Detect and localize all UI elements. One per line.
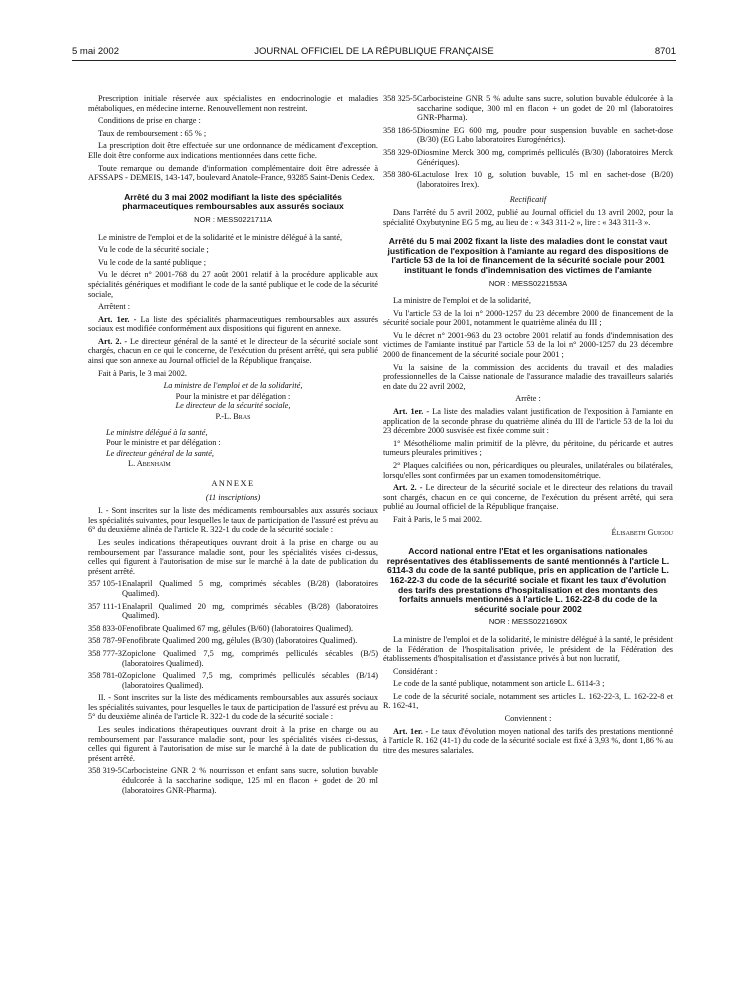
header-rule <box>72 60 676 61</box>
paragraph: Conditions de prise en charge : <box>98 116 201 126</box>
signature-line: Le directeur général de la santé, <box>106 448 214 458</box>
conviennent-label: Conviennent : <box>504 714 552 724</box>
list-item <box>88 649 378 668</box>
entry-code: 358 787-9 <box>88 636 122 646</box>
signature-line: La ministre de l'emploi et de la solidarité, <box>163 381 303 391</box>
entry-description: Diosmine EG 600 mg, poudre pour suspension buvable en sachet-dose (B/30) (EG Labo laboratoires Eurogénérics). <box>417 125 673 145</box>
article-1 <box>88 315 378 334</box>
arrete-label: Arrête : <box>515 394 541 404</box>
paragraph: Les seules indications thérapeutiques ouvrant droit à la prise en charge ou au remboursement par l'assurance maladie sont, pour les spécialités visées ci-dessus, celles qui figurent à l'autorisation de mise sur le marché à la date de publication du présent arrêté. <box>88 537 378 576</box>
left-column <box>88 94 378 798</box>
entries-list-continued <box>383 94 673 189</box>
paragraph: Dans l'arrêté du 5 avril 2002, publié au Journal officiel du 13 avril 2002, pour la spécialité Oxybutynine EG 5 mg, au lieu de : « 343 311-2 », lire : « 343 311-3 ». <box>383 207 673 227</box>
entry-description: Enalapril Qualimed 20 mg, comprimés sécables (B/28) (laboratoires Qualimed). <box>122 601 378 621</box>
page-header <box>72 46 676 60</box>
entry-code: 358 833-0 <box>88 623 122 633</box>
entry-code: 358 319-5 <box>88 766 122 776</box>
entry-description: Enalapril Qualimed 5 mg, comprimés sécables (B/28) (laboratoires Qualimed). <box>122 579 378 598</box>
fait-line: Fait à Paris, le 5 mai 2002. <box>393 514 482 524</box>
article-label: Art. 1er. - <box>98 314 137 324</box>
arrete-title: Arrêté du 3 mai 2002 modifiant la liste des spécialités pharmaceutiques remboursables aux assurés sociaux <box>122 191 344 212</box>
article-1 <box>383 727 673 756</box>
list-item <box>383 148 673 167</box>
list-item <box>88 636 378 646</box>
header-date: 5 mai 2002 <box>72 46 120 57</box>
arretent-label: Arrêtent : <box>98 302 131 312</box>
paragraph: Vu le code de la sécurité sociale ; <box>98 245 209 255</box>
article-2 <box>88 337 378 366</box>
header-page-number: 8701 <box>654 46 676 57</box>
list-item: 1° Mésothéliome malin primitif de la plèvre, du péritoine, du péricarde et autres tumeurs pleurales primitives ; <box>383 438 673 458</box>
list-item <box>88 766 378 795</box>
entry-description: Fenofibrate Qualimed 200 mg, gélules (B/30) (laboratoires Qualimed). <box>122 636 358 646</box>
paragraph: II. - Sont inscrites sur la liste des médicaments remboursables aux assurés sociaux les spécialités suivantes, pour lesquelles le taux de participation de l'assuré est prévu au 5° du deuxième alinéa de l'article R. 322-1 du code de la sécurité sociale : <box>88 693 378 722</box>
signatory-name: L. Abenhaïm <box>128 459 171 469</box>
article-1 <box>383 407 673 436</box>
paragraph: Toute remarque ou demande d'information complémentaire doit être adressée à AFSSAPS - DEMEIS, 143-147, boulevard Anatole-France, 93285 Saint-Denis Cedex. <box>88 163 378 183</box>
arrete-title: Arrêté du 5 mai 2002 fixant la liste des maladies dont le constat vaut justification de l'exposition à l'amiante au regard des dispositions de l'article 53 de la loi de financement de la sécurité sociale pour 2001 instituant le fonds d'indemnisation des victimes de l'amiante <box>387 236 669 275</box>
paragraph: Taux de remboursement : 65 % ; <box>98 128 207 138</box>
entry-code: 358 186-5 <box>383 125 417 135</box>
list-item <box>383 94 673 123</box>
paragraph: La ministre de l'emploi et de la solidarité, <box>393 296 531 306</box>
entry-description: Carbocisteine GNR 5 % adulte sans sucre, solution buvable édulcorée à la saccharine sodique, 300 ml en flacon + un godet de 20 ml (laboratoires GNR-Pharma). <box>417 94 673 123</box>
article-2 <box>383 483 673 512</box>
paragraph: Vu le décret n° 2001-768 du 27 août 2001 relatif à la procédure applicable aux spécialités génériques et modifiant le code de la santé publique et le code de la sécurité sociale, <box>88 270 378 299</box>
entry-code: 357 111-1 <box>88 601 122 611</box>
paragraph: Vu l'article 53 de la loi n° 2000-1257 du 23 décembre 2000 de financement de la sécurité sociale pour 2001, notamment le quatrième alinéa du III ; <box>383 308 673 328</box>
entry-code: 358 781-0 <box>88 671 122 681</box>
paragraph: Prescription initiale réservée aux spécialistes en endocrinologie et maladies métaboliques, en médecine interne. Renouvellement non restreint. <box>88 94 378 113</box>
article-label: Art. 2. - <box>98 336 128 346</box>
paragraph: La prescription doit être effectuée sur une ordonnance de médicament d'exception. Elle doit être conforme aux indications mentionnées dans cette fiche. <box>88 141 378 160</box>
article-label: Art. 1er. - <box>393 726 429 736</box>
list-item <box>88 579 378 598</box>
article-text: Le taux d'évolution moyen national des tarifs des prestations mentionné à l'article R. 162 (41-1) du code de la sécurité sociale est fixé à 3,93 %, dont 1,86 % au titre des mesures salariales. <box>383 726 673 755</box>
article-text: Le directeur général de la santé et le directeur de la sécurité sociale sont chargés, chacun en ce qui le concerne, de l'exécution du présent arrêté, qui sera publié ainsi que son annexe au Journal officiel de la République française. <box>88 336 379 366</box>
signatory-name: Élisabeth Guigou <box>611 527 673 537</box>
paragraph: Les seules indications thérapeutiques ouvrant droit à la prise en charge ou au remboursement par l'assurance maladie sont, pour les spécialités visées ci-dessus, celles qui figurent à l'autorisation de mise sur le marché à la date de publication du présent arrêté. <box>88 725 378 763</box>
signature-line: Pour la ministre et par délégation : <box>175 391 291 401</box>
entry-code: 357 105-1 <box>88 579 122 589</box>
list-item <box>383 126 673 145</box>
paragraph: Considérant : <box>393 666 438 676</box>
entry-code: 358 325-5 <box>383 94 417 103</box>
entries-list-1 <box>88 579 378 690</box>
paragraph: Vu le décret n° 2001-963 du 23 octobre 2001 relatif au fonds d'indemnisation des victimes de l'amiante institué par l'article 53 de la loi n° 2000-1257 du 23 décembre 2000 de financement de la sécurité sociale pour 2001 ; <box>383 330 673 360</box>
article-text: La liste des spécialités pharmaceutiques remboursables aux assurés sociaux est modifiée conformément aux dispositions qui figurent en annexe. <box>88 314 379 334</box>
fait-line: Fait à Paris, le 3 mai 2002. <box>98 368 187 378</box>
entry-description: Lactulose Irex 10 g, solution buvable, 15 ml en sachet-dose (B/20) (laboratoires Irex). <box>417 170 673 189</box>
nor-reference: NOR : MESS0221711A <box>194 214 272 224</box>
entry-code: 358 380-6 <box>383 170 417 180</box>
entry-description: Zopiclone Qualimed 7,5 mg, comprimés pelliculés sécables (B/5) (laboratoires Qualimed). <box>122 648 378 668</box>
header-title: JOURNAL OFFICIEL DE LA RÉPUBLIQUE FRANÇAISE <box>254 46 494 57</box>
entry-description: Zopiclone Qualimed 7,5 mg, comprimés pelliculés sécables (B/14) (laboratoires Qualimed). <box>122 671 378 690</box>
article-text: Le directeur de la sécurité sociale et le directeur des relations du travail sont chargés, chacun en ce qui concerne, de l'exécution du présent arrêté, qui sera publié au Journal officiel de la République française. <box>383 483 673 512</box>
entry-description: Carbocisteine GNR 2 % nourrisson et enfant sans sucre, solution buvable édulcorée à la saccharine sodique, 125 ml en flacon + godet de 20 ml (laboratoires GNR-Pharma). <box>122 766 378 795</box>
nor-reference: NOR : MESS0221553A <box>488 278 568 288</box>
list-item <box>88 602 378 621</box>
list-item <box>88 671 378 690</box>
inscriptions-count: (11 inscriptions) <box>205 492 261 502</box>
paragraph: Le code de la santé publique, notamment son article L. 6114-3 ; <box>393 679 605 689</box>
entry-description: Fenofibrate Qualimed 67 mg, gélules (B/60) (laboratoires Qualimed). <box>122 623 354 633</box>
signature-line: Le directeur de la sécurité sociale, <box>175 401 291 411</box>
paragraph: I. - Sont inscrites sur la liste des médicaments remboursables aux assurés sociaux les spécialités suivantes, pour lesquelles le taux de participation de l'assuré est prévu au 6° du deuxième alinéa de l'article R. 322-1 du code de la sécurité sociale : <box>88 506 378 535</box>
list-item <box>88 624 378 634</box>
article-label: Art. 1er. - <box>393 407 430 417</box>
article-text: La liste des maladies valant justification de l'exposition à l'amiante en application de la seconde phrase du quatrième alinéa du III de l'article 53 de la loi du 23 décembre 2000 susvisée est fixée comme suit : <box>383 407 674 436</box>
signature-line: Pour le ministre et par délégation : <box>106 438 221 448</box>
list-item: 2° Plaques calcifiées ou non, péricardiques ou pleurales, unilatérales ou bilatérales, lorsqu'elles sont confirmées par un examen tomodensitométrique. <box>383 461 673 480</box>
list-item <box>383 170 673 189</box>
paragraph: La ministre de l'emploi et de la solidarité, le ministre délégué à la santé, le président de la Fédération de l'hospitalisation privée, le président de la Fédération des établissements d'hospitalisation et d'assistance privés à but non lucratif, <box>383 634 673 664</box>
signatory-name: P.-L. Bras <box>215 412 251 422</box>
paragraph: Vu la saisine de la commission des accidents du travail et des maladies professionnelles de la Caisse nationale de l'assurance maladie des travailleurs salariés en date du 22 avril 2002, <box>383 362 673 391</box>
rectificatif-heading: Rectificatif <box>509 195 547 205</box>
accord-title: Accord national entre l'Etat et les organisations nationales représentatives des établissements de santé mentionnés à l'article L. 6114-3 du code de la santé publique, pris en application de l'article L. 162-22-3 du code de la sécurité sociale et fixant les taux d'évolution des tarifs des prestations d'hospitalisation et des montants des forfaits annuels mentionnés à l'article L. 162-22-8 du code de la sécurité sociale pour 2002 <box>386 546 670 614</box>
annexe-heading: ANNEXE <box>211 479 255 488</box>
right-column <box>383 94 673 758</box>
entry-code: 358 777-3 <box>88 648 122 658</box>
signature-line: Le ministre délégué à la santé, <box>106 427 208 437</box>
entry-description: Diosmine Merck 300 mg, comprimés pelliculés (B/30) (laboratoires Merck Génériques). <box>417 147 673 167</box>
paragraph: Le code de la sécurité sociale, notamment ses articles L. 162-22-3, L. 162-22-8 et R. 162-41, <box>383 691 673 711</box>
paragraph: Le ministre de l'emploi et de la solidarité et le ministre délégué à la santé, <box>98 232 343 242</box>
paragraph: Vu le code de la santé publique ; <box>98 257 207 267</box>
entry-code: 358 329-0 <box>383 147 417 157</box>
nor-reference: NOR : MESS0221690X <box>488 617 568 627</box>
article-label: Art. 2. - <box>393 483 423 493</box>
